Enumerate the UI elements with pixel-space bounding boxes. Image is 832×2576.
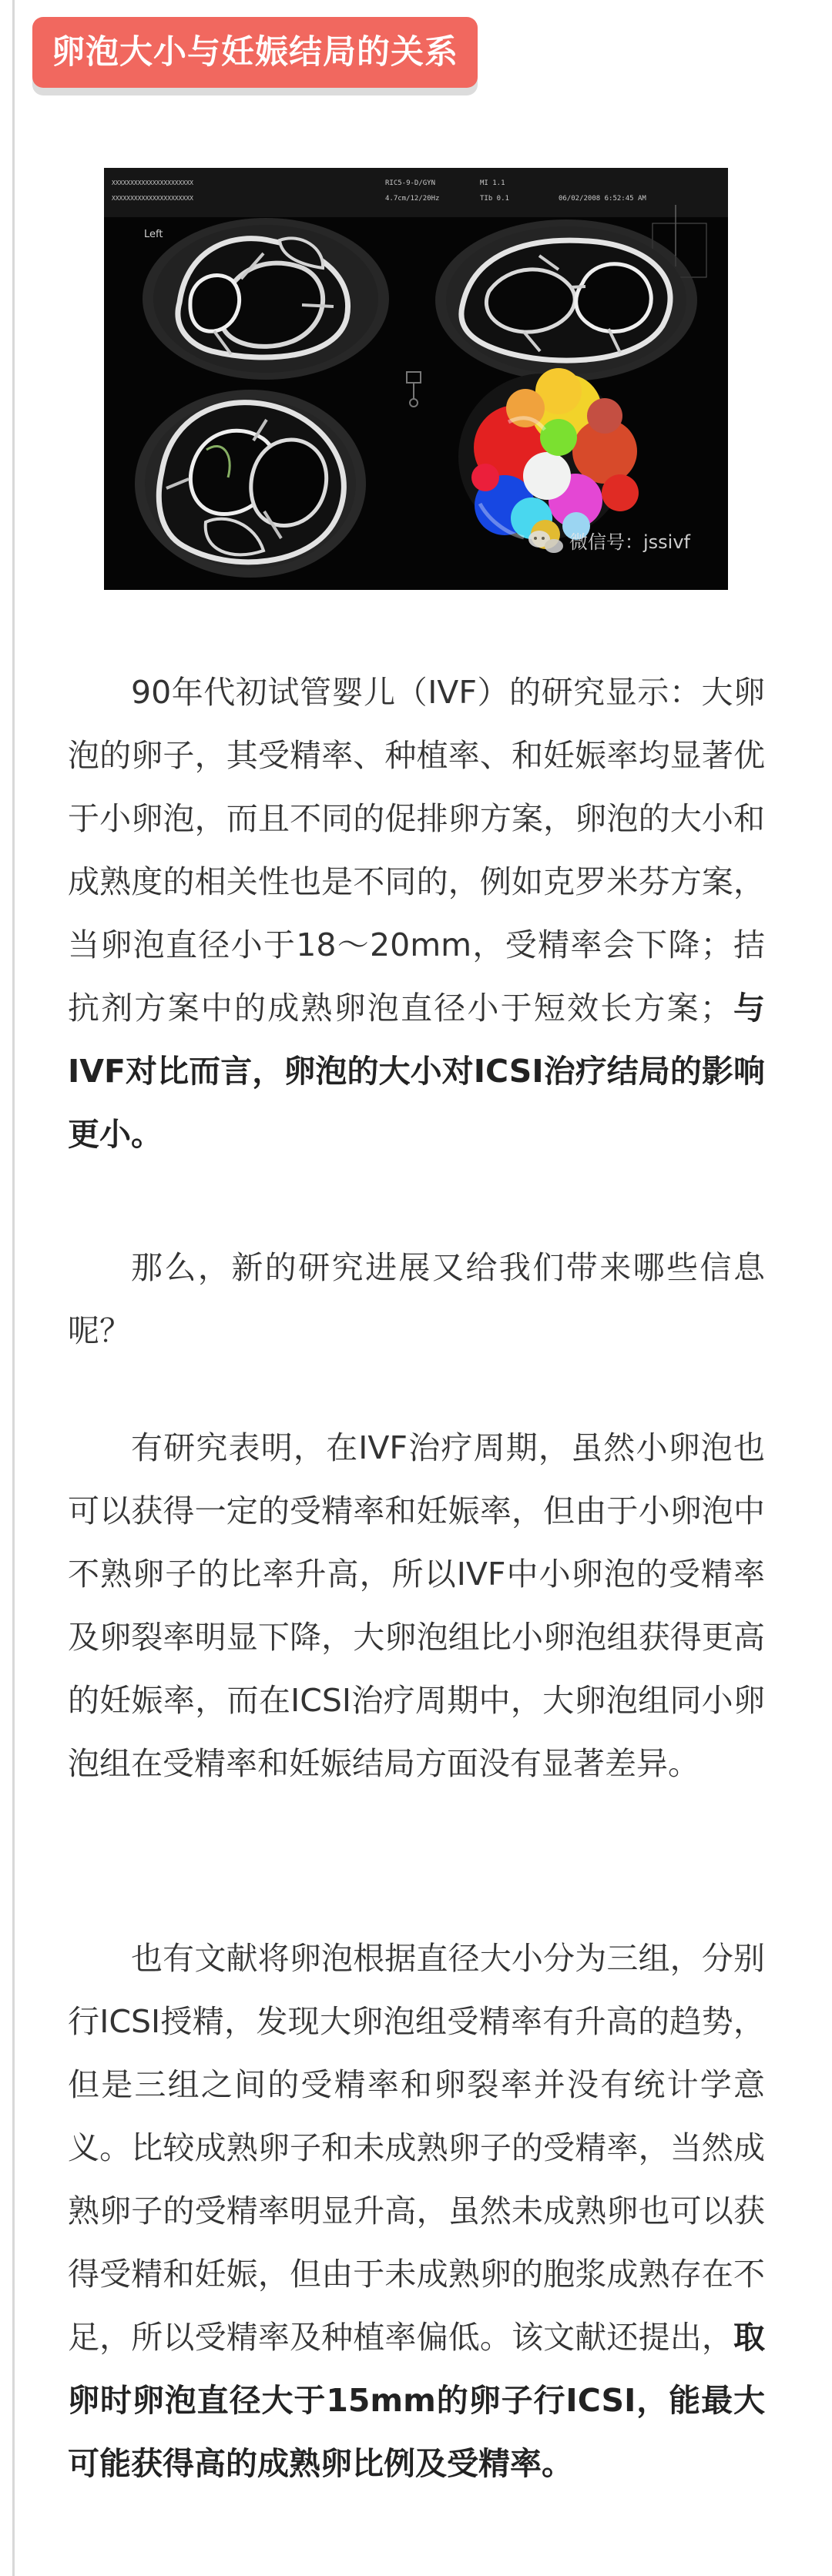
section-title-badge: 卵泡大小与妊娠结局的关系 [32, 17, 478, 88]
paragraph-follicle-groups-emphasis: 取卵时卵泡直径大于15mm的卵子行ICSI，能最大可能获得高的成熟卵比例及受精率。 [68, 2319, 765, 2482]
figure-date-time: 06/02/2008 6:52:45 AM [559, 195, 646, 203]
figure-mode-info: 4.7cm/12/20Hz [385, 195, 440, 203]
figure-panel-label: Left [144, 229, 163, 240]
figure-header-row-2: XXXXXXXXXXXXXXXXXXXXXX [112, 195, 193, 202]
figure-probe-info: RIC5-9-D/GYN [385, 179, 436, 187]
figure-tib-label: TIb 0.1 [480, 195, 509, 203]
ultrasound-panel-top-left [143, 218, 389, 380]
ultrasound-panel-top-right [435, 219, 697, 381]
ultrasound-figure [104, 168, 728, 590]
paragraph-new-progress-text: 那么，新的研究进展又给我们带来哪些信息呢？ [68, 1249, 765, 1349]
ultrasound-image [104, 168, 728, 590]
ultrasound-panel-bottom-left [135, 390, 366, 578]
paragraph-ivf-study [68, 661, 765, 1166]
paragraph-new-progress [68, 1236, 765, 1362]
paragraph-ivf-study-emphasis: 与IVF对比而言，卵泡的大小对ICSI治疗结局的影响更小。 [68, 990, 766, 1153]
watermark-text: 微信号：jssivf [569, 531, 690, 553]
paragraph-ivf-cycle-findings-text: 有研究表明，在IVF治疗周期，虽然小卵泡也可以获得一定的受精率和妊娠率，但由于小卵泡中不熟卵子的比率升高，所以IVF中小卵泡的受精率及卵裂率明显下降，大卵泡组比小卵泡组获得更高的妊娠率，而在ICSI治疗周期中，大卵泡组同小卵泡组在受精率和妊娠结局方面没有显著差异。 [68, 1429, 765, 1782]
figure-header-row-1: XXXXXXXXXXXXXXXXXXXXXX [112, 179, 193, 186]
figure-mi-label: MI 1.1 [480, 179, 505, 187]
left-border-rule [12, 0, 15, 2576]
paragraph-follicle-groups-text: 也有文献将卵泡根据直径大小分为三组，分别行ICSI授精，发现大卵泡组受精率有升高的趋势，但是三组之间的受精率和卵裂率并没有统计学意义。比较成熟卵子和未成熟卵子的受精率，当然成熟卵子的受精率明显升高，虽然未成熟卵也可以获得受精和妊娠，但由于未成熟卵的胞浆成熟存在不足，所以受精率及种植率偏低。该文献还提出， [68, 1940, 765, 2356]
paragraph-follicle-groups [68, 1927, 765, 2495]
paragraph-ivf-cycle-findings [68, 1416, 765, 1795]
paragraph-ivf-study-text: 90年代初试管婴儿（IVF）的研究显示：大卵泡的卵子，其受精率、种植率、和妊娠率均显著优于小卵泡，而且不同的促排卵方案，卵泡的大小和成熟度的相关性也是不同的，例如克罗米芬方案，当卵泡直径小于18～20mm，受精率会下降；拮抗剂方案中的成熟卵泡直径小于短效长方案； [68, 674, 765, 1027]
